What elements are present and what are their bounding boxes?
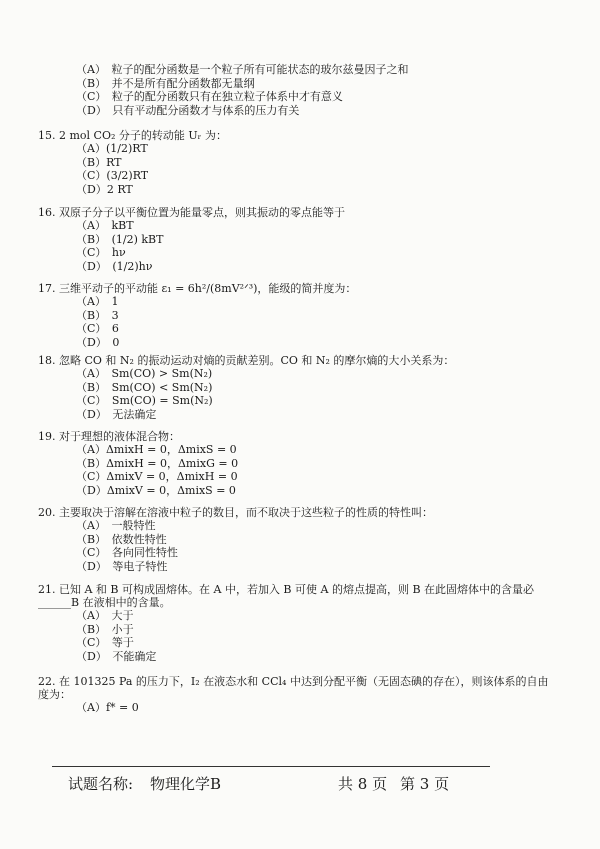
question-22 [38,675,558,715]
option-d: （D） 等电子特性 [76,559,168,573]
option-b: （B）RT [76,155,122,169]
question-14-options [38,63,558,117]
question-text: 21. 已知 A 和 B 可构成固熔体。在 A 中，若加入 B 可使 A 的熔点提高，则 B 在此固熔体中的含量必______B 在液相中的含量。 [38,583,535,609]
question-text: 16. 双原子分子以平衡位置为能量零点，则其振动的零点能等于 [38,206,345,219]
option-a: （A） 1 [76,295,119,308]
option-d: （D） 只有平动配分函数才与体系的压力有关 [76,103,300,117]
question-19 [38,430,558,497]
option-c: （C） 各向同性特性 [76,546,178,559]
option-d: （D）2 RT [76,182,133,196]
question-17 [38,282,558,349]
option-d: （D） 无法确定 [76,407,157,421]
option-b: （B） Sm(CO) < Sm(N₂) [76,380,213,394]
option-a: （A）(1/2)RT [76,142,148,155]
question-20 [38,506,558,573]
option-a: （A） Sm(CO) > Sm(N₂) [76,367,213,380]
question-text: 19. 对于理想的液体混合物： [38,430,180,443]
option-b: （B） 3 [76,308,119,322]
option-c: （C） 粒子的配分函数只有在独立粒子体系中才有意义 [76,90,343,103]
option-b: （B）ΔmixH = 0，ΔmixG = 0 [76,456,239,470]
footer-divider [52,766,490,767]
option-a: （A）f* = 0 [76,701,139,714]
question-text: 20. 主要取决于溶解在溶液中粒子的数目，而不取决于这些粒子的性质的特性叫： [38,506,433,519]
option-d: （D）ΔmixV = 0，ΔmixS = 0 [76,483,236,497]
option-a: （A） 一般特性 [76,519,156,532]
exam-label: 试题名称: [68,775,134,793]
option-a: （A） kBT [76,219,134,232]
question-text: 15. 2 mol CO₂ 分子的转动能 Uᵣ 为： [38,129,227,142]
option-b: （B） 小于 [76,622,134,636]
question-18 [38,354,558,421]
option-c: （C） 等于 [76,636,134,649]
option-c: （C）(3/2)RT [76,169,149,182]
question-16 [38,206,558,273]
option-b: （B） (1/2) kBT [76,232,164,246]
question-text: 22. 在 101325 Pa 的压力下，I₂ 在液态水和 CCl₄ 中达到分配平衡（无固态碘的存在），则该体系的自由度为： [38,675,549,701]
question-text: 17. 三维平动子的平动能 ε₁ = 6h²/(8mV²ᐟ³)，能级的简并度为： [38,282,357,295]
option-c: （C） 6 [76,322,119,335]
option-d: （D） 不能确定 [76,649,157,663]
option-d: （D） 0 [76,335,120,349]
question-text: 18. 忽略 CO 和 N₂ 的振动运动对熵的贡献差别。CO 和 N₂ 的摩尔熵的大小关系为： [38,354,455,367]
current-page: 第 3 页 [400,775,450,793]
option-c: （C）ΔmixV = 0，ΔmixH = 0 [76,470,238,483]
option-b: （B） 并不是所有配分函数都无量纲 [76,76,255,90]
question-21 [38,583,558,663]
exam-name: 物理化学B [150,775,222,793]
option-a: （A） 粒子的配分函数是一个粒子所有可能状态的玻尔兹曼因子之和 [76,63,409,76]
option-c: （C） hν [76,246,126,259]
total-pages: 共 8 页 [338,775,388,793]
question-15 [38,129,558,196]
option-a: （A）ΔmixH = 0，ΔmixS = 0 [76,443,237,456]
option-c: （C） Sm(CO) = Sm(N₂) [76,394,213,407]
option-a: （A） 大于 [76,609,134,622]
option-b: （B） 依数性特性 [76,532,167,546]
option-d: （D） (1/2)hν [76,259,153,273]
